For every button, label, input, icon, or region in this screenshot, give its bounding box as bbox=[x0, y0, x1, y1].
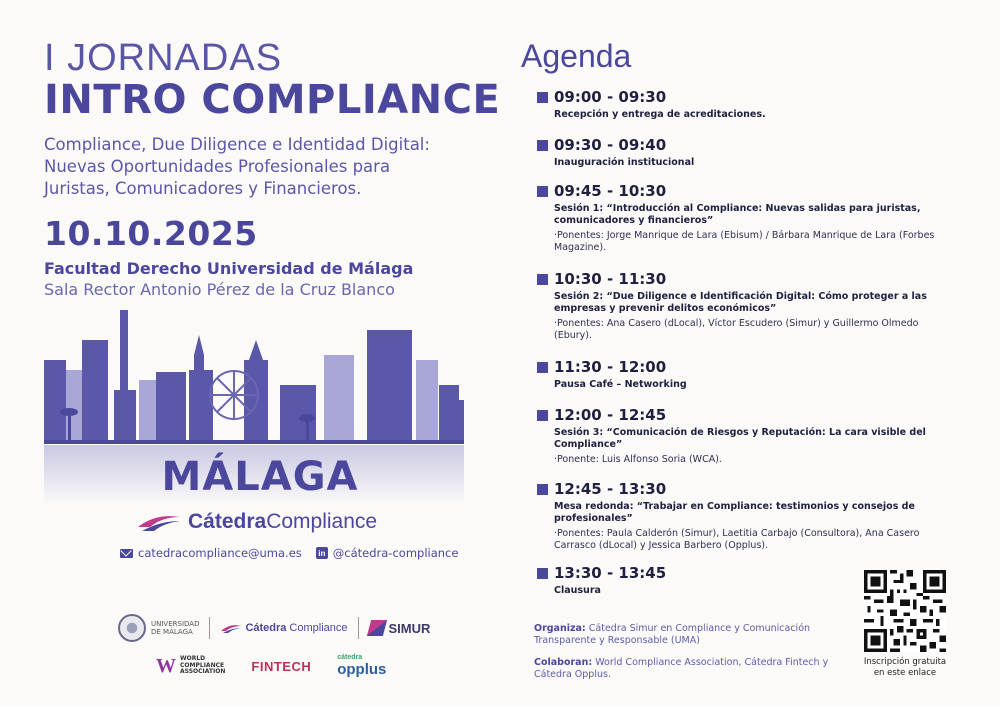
bullet-square-icon bbox=[537, 92, 548, 103]
agenda-item bbox=[537, 480, 957, 552]
wca-line: ASSOCIATION bbox=[180, 668, 226, 676]
opplus-text: opplus bbox=[337, 661, 387, 678]
event-title-line2: INTRO COMPLIANCE bbox=[44, 77, 501, 123]
agenda-time: 12:45 - 13:30 bbox=[554, 480, 667, 498]
event-title-line1: I JORNADAS bbox=[44, 37, 283, 79]
agenda-desc: Clausura bbox=[554, 585, 601, 596]
agenda-speakers: ·Ponente: Luis Alfonso Soria (WCA). bbox=[554, 454, 722, 465]
linkedin-text: @cátedra-compliance bbox=[332, 546, 459, 560]
bullet-square-icon bbox=[537, 484, 548, 495]
linkedin-contact[interactable] bbox=[316, 546, 459, 560]
wca-logo bbox=[156, 656, 225, 676]
mail-icon bbox=[120, 549, 133, 558]
divider bbox=[209, 617, 210, 639]
catedra-bold: Cátedra bbox=[188, 510, 267, 533]
event-date: 10.10.2025 bbox=[44, 214, 258, 253]
contact-row bbox=[120, 546, 458, 560]
colaboran-label: Colaboran: bbox=[534, 657, 593, 668]
divider bbox=[358, 617, 359, 639]
bullet-square-icon bbox=[537, 274, 548, 285]
organiza-text bbox=[534, 623, 834, 647]
qr-caption bbox=[850, 657, 960, 679]
catedra-swoosh-icon bbox=[220, 623, 242, 633]
agenda-time: 10:30 - 11:30 bbox=[554, 270, 667, 288]
agenda-item bbox=[537, 406, 957, 466]
catedra-compliance-small-logo bbox=[220, 622, 347, 634]
agenda-desc: Mesa redonda: “Trabajar en Compliance: testimonios y consejos de profesionales” bbox=[554, 501, 915, 524]
organiza-value: Cátedra Simur en Compliance y Comunicación Transparente y Responsable (UMA) bbox=[534, 623, 811, 646]
bullet-square-icon bbox=[537, 140, 548, 151]
qr-caption-line: Inscripción gratuita bbox=[863, 657, 947, 667]
catedra-regular: Compliance bbox=[266, 510, 378, 533]
agenda-speakers: ·Ponentes: Ana Casero (dLocal), Víctor Escudero (Simur) y Guillermo Olmedo (Ebury). bbox=[554, 318, 919, 341]
qr-caption-line: en este enlace bbox=[873, 668, 937, 678]
uma-seal-icon bbox=[118, 614, 146, 642]
event-room: Sala Rector Antonio Pérez de la Cruz Blanco bbox=[44, 280, 395, 299]
subtitle-line: Nuevas Oportunidades Profesionales para bbox=[44, 157, 391, 176]
agenda-title: Agenda bbox=[521, 38, 632, 74]
agenda-desc: Inauguración institucional bbox=[554, 157, 695, 168]
event-header bbox=[44, 38, 504, 299]
email-text: catedracompliance@uma.es bbox=[138, 546, 302, 560]
event-subtitle bbox=[44, 134, 504, 200]
collaborator-logos bbox=[156, 654, 386, 678]
opplus-logo bbox=[337, 654, 386, 678]
wca-line: COMPLIANCE bbox=[180, 661, 225, 669]
catedra-swoosh-icon bbox=[136, 511, 182, 533]
email-contact[interactable] bbox=[120, 546, 302, 560]
bullet-square-icon bbox=[537, 568, 548, 579]
agenda-time: 11:30 - 12:00 bbox=[554, 358, 667, 376]
uma-line: DE MÁLAGA bbox=[151, 628, 193, 636]
simur-logo bbox=[369, 620, 431, 636]
uma-line: UNIVERSIDAD bbox=[151, 620, 200, 628]
agenda-speakers: ·Ponentes: Paula Calderón (Simur), Laetitia Carbajo (Consultora), Ana Casero Carrasco (dLocal) y Jessica Barbero (Opplus). bbox=[554, 528, 920, 551]
simur-text: SIMUR bbox=[388, 620, 431, 636]
colaboran-value: World Compliance Association, Cátedra Fintech y Cátedra Opplus. bbox=[534, 657, 829, 680]
agenda-item bbox=[537, 182, 957, 254]
wca-line: WORLD bbox=[180, 655, 206, 663]
agenda-item bbox=[537, 358, 957, 391]
colaboran-text bbox=[534, 657, 834, 681]
agenda-desc: Pausa Café – Networking bbox=[554, 379, 687, 390]
agenda-speakers: ·Ponentes: Jorge Manrique de Lara (Ebisum) / Bárbara Manrique de Lara (Forbes Magazine). bbox=[554, 230, 935, 253]
event-venue: Facultad Derecho Universidad de Málaga bbox=[44, 259, 414, 278]
bullet-square-icon bbox=[537, 410, 548, 421]
fintech-logo bbox=[251, 659, 311, 674]
agenda-desc: Sesión 2: “Due Diligence e Identificación Digital: Cómo proteger a las empresas y prevenir delitos económicos” bbox=[554, 291, 927, 314]
simur-mark-icon bbox=[366, 620, 386, 636]
registration-qr-code[interactable] bbox=[864, 570, 946, 652]
bullet-square-icon bbox=[537, 362, 548, 373]
agenda-time: 13:30 - 13:45 bbox=[554, 564, 667, 582]
linkedin-icon: in bbox=[316, 547, 328, 559]
uma-logo bbox=[118, 614, 199, 642]
catedra-regular: Compliance bbox=[289, 622, 348, 634]
catedra-compliance-logo bbox=[136, 510, 377, 534]
bullet-square-icon bbox=[537, 186, 548, 197]
agenda-desc: Sesión 1: “Introducción al Compliance: Nuevas salidas para juristas, comunicadores y financieros” bbox=[554, 203, 921, 226]
agenda-time: 09:00 - 09:30 bbox=[554, 88, 667, 106]
organiza-label: Organiza: bbox=[534, 623, 586, 634]
organizer-logos bbox=[118, 614, 430, 642]
agenda-time: 09:45 - 10:30 bbox=[554, 182, 667, 200]
agenda-desc: Recepción y entrega de acreditaciones. bbox=[554, 109, 766, 120]
subtitle-line: Compliance, Due Diligence e Identidad Digital: bbox=[44, 135, 430, 154]
city-name: MÁLAGA bbox=[161, 454, 359, 500]
agenda-time: 12:00 - 12:45 bbox=[554, 406, 667, 424]
agenda-time: 09:30 - 09:40 bbox=[554, 136, 667, 154]
catedra-bold: Cátedra bbox=[245, 622, 287, 634]
wca-mark-icon: W bbox=[156, 654, 176, 677]
agenda-item bbox=[537, 270, 957, 342]
agenda-desc: Sesión 3: “Comunicación de Riesgos y Reputación: La cara visible del Compliance” bbox=[554, 427, 926, 450]
agenda-section bbox=[521, 38, 961, 596]
agenda-item bbox=[537, 136, 957, 169]
opplus-small-text: cátedra bbox=[337, 654, 363, 661]
agenda-item bbox=[537, 88, 957, 121]
subtitle-line: Juristas, Comunicadores y Financieros. bbox=[44, 179, 362, 198]
fintech-text: FINTECH bbox=[251, 658, 312, 674]
